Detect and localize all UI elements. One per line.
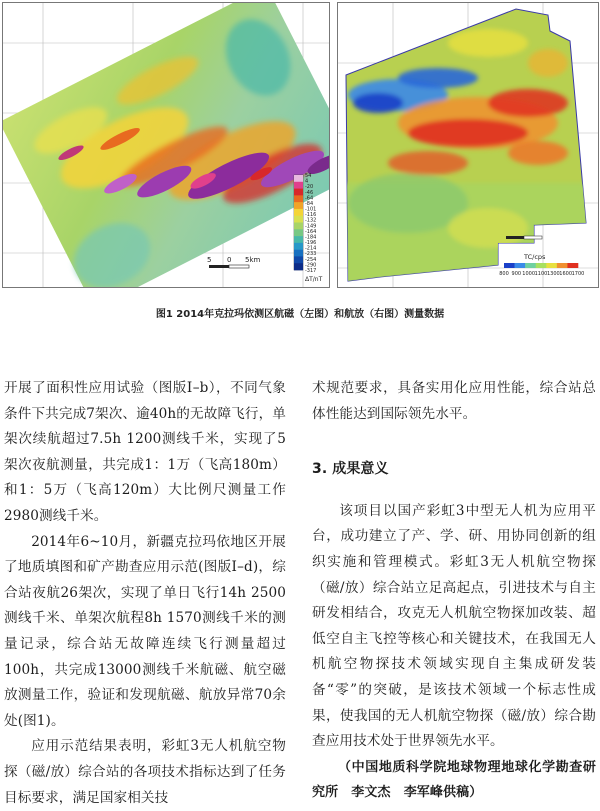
aeromagnetic-legend-label: -149: [305, 223, 317, 230]
aeromagnetic-legend-label: -214: [305, 245, 317, 252]
aeromagnetic-legend-label: -233: [305, 251, 317, 258]
radiometric-legend-swatch: [504, 263, 515, 268]
author-credit: （中国地质科学院地球物理地球化学勘查研究所 李文杰 李军峰供稿）: [312, 759, 596, 801]
figure-caption: 图1 2014年克拉玛依测区航磁（左图）和航放（右图）测量数据: [155, 309, 445, 320]
aeromagnetic-legend-swatch: [294, 182, 303, 189]
radiometric-legend-label: 1100: [534, 271, 548, 277]
radiometric-legend-label: 800: [499, 271, 509, 277]
radiometric-legend-unit: TC/cps: [524, 253, 546, 261]
radiometric-legend-swatch: [525, 263, 536, 268]
radiometric-legend-label: 1000: [522, 271, 536, 277]
radiometric-legend-label: 900: [511, 271, 522, 277]
paragraph: 该项目以国产彩虹3中型无人机为应用平台，成功建立了产、学、研、用协同创新的组织实施和管理模式。彩虹3无人机航空物探（磁/放）综合站立足高起点，引进技术与自主研发相结合，攻克无人机航空物探加改装、超低空自主飞控等核心和关键技术，在我国无人机航空物探技术领域实现自主集成研发装备“零”的突破，是该技术领域一个标志性成果，使我国的无人机航空物探（磁/放）综合勘查应用技术处于世界领先水平。: [312, 502, 596, 750]
paragraph: 2014年6~10月，新疆克拉玛依地区开展了地质填图和矿产勘查应用示范(图版Ⅰ–d)，综合站夜航26架次，实现了单日飞行14h 2500测线千米、单架次航程8h 1570测线千米的测量记录，综合站无故障连续飞行测量超过100h，共完成13000测线千米航磁、航空磁放测量工作，验证和发现航磁、航放异常70余处(图1)。: [4, 533, 286, 729]
aeromagnetic-legend-swatch: [294, 263, 303, 270]
aeromagnetic-legend-swatch: [294, 236, 303, 243]
aeromagnetic-legend-swatch: [294, 175, 303, 182]
radiometric-legend-swatch: [567, 263, 578, 268]
scale-label-0: 0: [227, 256, 232, 264]
aeromagnetic-map-graphic: [3, 3, 329, 287]
aeromagnetic-legend-label: -290: [305, 262, 317, 269]
aeromagnetic-legend-label: 54: [305, 173, 312, 179]
aeromagnetic-legend-label: -317: [305, 268, 317, 274]
aeromagnetic-legend-label: -254: [305, 256, 317, 263]
paragraph: 开展了面积性应用试验（图版Ⅰ–b），不同气象条件下共完成7架次、逾40h的无故障飞行，单架次续航超过7.5h 1200测线千米，实现了5架次夜航测量，共完成1：1万（飞高180m）和1：5万（飞高120m）大比例尺测量工作2980测线千米。: [4, 380, 286, 524]
aeromagnetic-legend-swatch: [294, 195, 303, 202]
aeromagnetic-legend-swatch: [294, 223, 303, 230]
scale-label-5: 5: [207, 256, 212, 264]
radiometric-legend-swatch: [515, 263, 526, 268]
aeromagnetic-legend-label: 4: [305, 178, 309, 185]
scale-bar: [207, 256, 261, 268]
paragraph: 应用示范结果表明，彩虹3无人机航空物探（磁/放）综合站的各项技术指标达到了任务目标要求，满足国家相关技: [4, 738, 286, 806]
aeromagnetic-legend-label: -46: [305, 189, 314, 196]
aeromagnetic-legend-label: -196: [305, 240, 317, 247]
aeromagnetic-legend-label: -101: [305, 206, 317, 213]
radiometric-map-graphic: [338, 3, 598, 287]
aeromagnetic-legend-label: -184: [305, 234, 317, 241]
radiometric-legend-label: 1700: [571, 271, 585, 277]
text-column-right: [312, 376, 596, 806]
text-column-left: [4, 376, 286, 811]
radiometric-legend-swatch: [557, 263, 568, 268]
radiometric-scale-bar: [506, 236, 542, 239]
radiometric-map: [337, 2, 599, 288]
radiometric-legend-swatch: [546, 263, 557, 268]
aeromagnetic-legend-swatch: [294, 216, 303, 223]
radiometric-legend-label: 1300: [546, 271, 560, 277]
aeromagnetic-legend-label: -64: [305, 195, 314, 202]
aeromagnetic-legend-swatch: [294, 250, 303, 257]
paragraph: 术规范要求，具备实用化应用性能，综合站总体性能达到国际领先水平。: [312, 380, 596, 422]
aeromagnetic-legend-swatch: [294, 209, 303, 216]
section-heading: 3. 成果意义: [312, 461, 389, 478]
aeromagnetic-legend-label: -84: [305, 200, 314, 207]
aeromagnetic-map: [2, 2, 330, 288]
aeromagnetic-legend-unit: ΔT/nT: [305, 276, 323, 283]
aeromagnetic-legend-label: -132: [305, 217, 317, 224]
scale-label-5km: 5km: [245, 256, 261, 264]
aeromagnetic-legend-swatch: [294, 229, 303, 236]
radiometric-legend-swatch: [536, 263, 547, 268]
aeromagnetic-legend-label: -164: [305, 228, 317, 235]
aeromagnetic-legend-label: -116: [305, 212, 317, 219]
aeromagnetic-legend-swatch: [294, 202, 303, 209]
radiometric-legend-label: 1600: [559, 271, 573, 277]
aeromagnetic-legend-swatch: [294, 189, 303, 196]
aeromagnetic-legend-label: -20: [305, 184, 314, 191]
aeromagnetic-legend-swatch: [294, 243, 303, 250]
aeromagnetic-legend-swatch: [294, 256, 303, 263]
radiometric-legend: [499, 253, 584, 277]
